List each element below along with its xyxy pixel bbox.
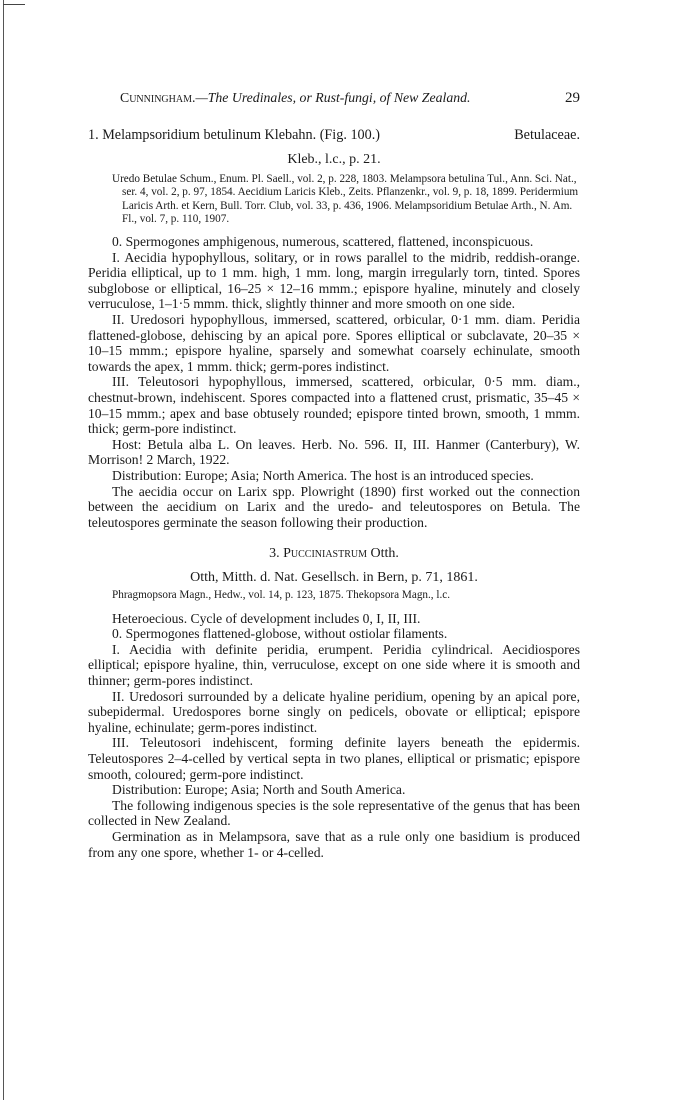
species-authority: Kleb., l.c., p. 21. — [287, 151, 381, 167]
species-description — [88, 234, 580, 530]
species-heading — [88, 128, 580, 144]
host-family: Betulaceae. — [514, 127, 580, 143]
page-edge-tick — [3, 4, 25, 5]
species-paragraph: The aecidia occur on Larix spp. Plowright (1890) first worked out the connection between the aecidium on Larix and the uredo- and teleutospores on Betula. The teleutospores germinate the season following their production. — [88, 483, 580, 530]
genus-name: Pucciniastrum — [283, 546, 367, 562]
species-synonymy: Uredo Betulae Schum., Enum. Pl. Saell., vol. 2, p. 228, 1803. Melampsora betulina Tul., Ann. Sci. Nat., ser. 4, vol. 2, p. 97, 1854. Aecidium Laricis Kleb., Zeits. Pflanzenkr., vol. 9, p. 18, 1899. Peridermium Laricis Arth. et Kern, Bull. Torr. Club, vol. 33, p. 436, 1906. Melampsoridium Betulae Arth., N. Am. Fl., vol. 7, p. 110, 1907. — [112, 173, 579, 225]
genus-paragraph: Germination as in Melampsora, save that as a rule only one basidium is produced from any one spore, whether 1- or 4-celled. — [88, 828, 580, 860]
genus-paragraph: III. Teleutosori indehiscent, forming definite layers beneath the epidermis. Teleutospores 2–4-celled by vertical septa in two planes, elliptical or prismatic; epispore smooth, coloured; germ-pore indistinct. — [88, 735, 580, 782]
species-paragraph: 0. Spermogones amphigenous, numerous, scattered, flattened, inconspicuous. — [112, 234, 534, 249]
genus-paragraph: II. Uredosori surrounded by a delicate hyaline peridium, opening by an apical pore, subepidermal. Uredospores borne singly on pedicels, obovate or elliptical; epispore hyaline, echinulate; germ-pores indistinct. — [88, 688, 580, 735]
species-paragraph: Distribution: Europe; Asia; North America. The host is an introduced species. — [112, 467, 534, 483]
species-paragraph: Host: Betula alba L. On leaves. Herb. No. 596. II, III. Hanmer (Canterbury), W. Morrison! 2 March, 1922. — [88, 436, 580, 468]
page-number: 29 — [565, 90, 580, 106]
page-edge-line — [3, 0, 4, 1100]
genus-authority: Otth, Mitth. d. Nat. Gesellsch. in Bern, p. 71, 1861. — [190, 569, 478, 585]
running-head — [120, 90, 580, 110]
genus-paragraph: Heteroecious. Cycle of development includes 0, I, II, III. — [112, 610, 421, 626]
genus-paragraph: The following indigenous species is the sole representative of the genus that has been collected in New Zealand. — [88, 797, 580, 829]
genus-paragraph: 0. Spermogones flattened-globose, without ostiolar filaments. — [112, 626, 448, 642]
genus-number: 3. — [269, 546, 280, 562]
species-name: 1. Melampsoridium betulinum Klebahn. (Fig. 100.) — [88, 127, 380, 143]
species-paragraph: II. Uredosori hypophyllous, immersed, scattered, orbicular, 0·1 mm. diam. Peridia flattened-globose, dehiscing by an apical pore. Spores elliptical or subclavate, 20–35 × 10–15 mmm.; epispore hyaline, sparsely and somewhat coarsely echinulate, smooth towards the apex, 1 mmm. thick; germ-pores indistinct. — [88, 311, 580, 374]
genus-heading — [88, 546, 580, 562]
genus-synonymy: Phragmopsora Magn., Hedw., vol. 14, p. 123, 1875. Thekopsora Magn., l.c. — [112, 589, 451, 602]
species-paragraph: III. Teleutosori hypophyllous, immersed, scattered, orbicular, 0·5 mm. diam., chestnut-brown, indehiscent. Spores compacted into a flattened crust, prismatic, 35–45 × 10–15 mmm.; apex and base obtusely rounded; epispore tinted brown, smooth, 1 mmm. thick; germ-pore indistinct. — [88, 374, 580, 437]
running-head-author: Cunningham. — [120, 90, 196, 105]
genus-paragraph: Distribution: Europe; Asia; North and South America. — [112, 782, 406, 798]
genus-description — [88, 611, 580, 861]
species-paragraph: I. Aecidia hypophyllous, solitary, or in rows parallel to the midrib, reddish-orange. Peridia elliptical, up to 1 mm. high, 1 mm. long, margin irregularly torn, tinted. Spores subglobose or elliptical, 16–25 × 12–16 mmm.; epispore hyaline, minutely and closely verruculose, 1–1·5 mmm. thick, slightly thinner and more smooth on one side. — [88, 249, 580, 312]
genus-author: Otth. — [370, 546, 399, 562]
running-head-title: —The Uredinales, or Rust-fungi, of New Zealand. — [195, 90, 471, 105]
genus-paragraph: I. Aecidia with definite peridia, erumpent. Peridia cylindrical. Aecidiospores elliptical; epispore hyaline, thin, verruculose, except on one side where it is smooth and thinner; germ-pores indistinct. — [88, 641, 580, 689]
document-page — [88, 90, 580, 860]
